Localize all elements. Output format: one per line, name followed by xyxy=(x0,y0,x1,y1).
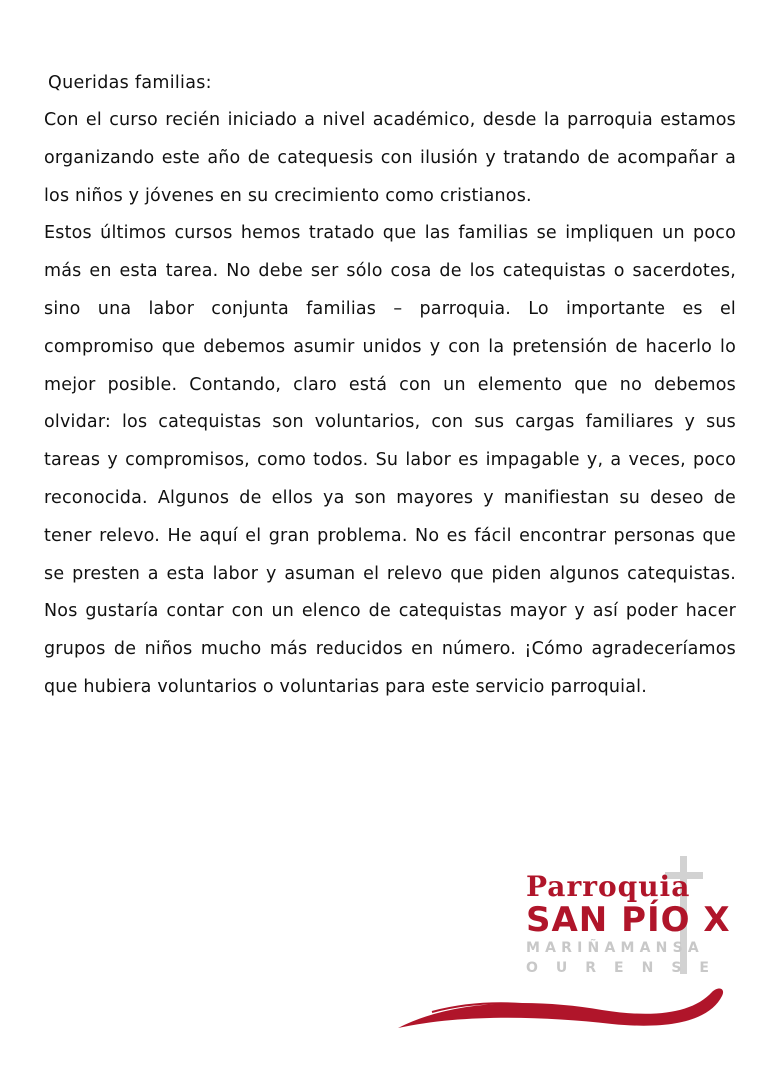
letter-paragraph-1: Con el curso recién iniciado a nivel académico, desde la parroquia estamos organizando este año de catequesis con ilusión y tratando de acompañar a los niños y jóvenes en su crecimiento como cristianos. xyxy=(44,110,736,206)
letter-body xyxy=(44,64,736,707)
logo-line-ourense: OURENSE xyxy=(526,960,727,976)
letter-greeting: Queridas familias: xyxy=(48,73,212,93)
parish-logo xyxy=(392,850,732,1050)
letter-paragraph-2: Estos últimos cursos hemos tratado que las familias se impliquen un poco más en esta tarea. No debe ser sólo cosa de los catequistas o sacerdotes, sino una labor conjunta familias – parroquia. Lo importante es el compromiso que debemos asumir unidos y con la pretensión de hacerlo lo mejor posible. Contando, claro está con un elemento que no debemos olvidar: los catequistas son voluntarios, con sus cargas familiares y sus tareas y compromisos, como todos. Su labor es impagable y, a veces, poco reconocida. Algunos de ellos ya son mayores y manifiestan su deseo de tener relevo. He aquí el gran problema. No es fácil encontrar personas que se presten a esta labor y asuman el relevo que piden algunos catequistas. Nos gustaría contar con un elenco de catequistas mayor y así poder hacer grupos de niños mucho más reducidos en número. ¡Cómo agradeceríamos que hubiera voluntarios o voluntarias para este servicio parroquial. xyxy=(44,223,736,697)
logo-line-marinamansa: MARIÑAMANSA xyxy=(526,940,704,956)
swoosh-icon xyxy=(392,980,732,1040)
logo-line-san-pio: SAN PÍO X xyxy=(526,900,731,940)
logo-line-parroquia: Parroquia xyxy=(526,870,691,903)
